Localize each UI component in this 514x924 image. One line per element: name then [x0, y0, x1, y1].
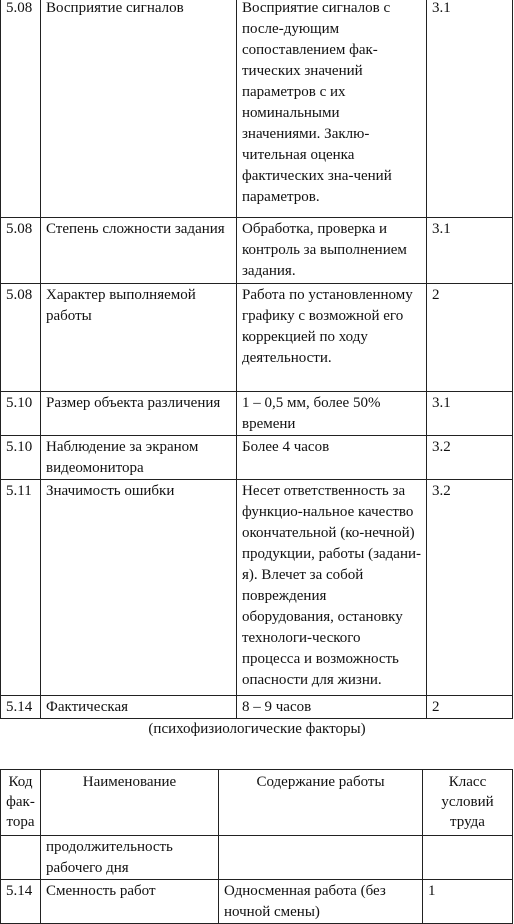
factor-name: Характер выполняемой работы	[41, 284, 237, 392]
factor-code: 5.08	[1, 284, 41, 392]
header-content: Содержание работы	[219, 770, 423, 836]
table-row	[1, 0, 513, 218]
factor-name: Фактическая	[41, 696, 237, 719]
work-content: Более 4 часов	[237, 436, 427, 480]
table-header-row	[1, 770, 513, 836]
factor-name: Наблюдение за экраном видеомонитора	[41, 436, 237, 480]
factor-code: 5.08	[1, 0, 41, 218]
table-caption: (психофизиологические факторы)	[148, 721, 366, 737]
factor-code: 5.10	[1, 436, 41, 480]
table-row	[1, 880, 513, 924]
factor-name: Степень сложности задания	[41, 218, 237, 284]
table-row	[1, 392, 513, 436]
work-content: Восприятие сигналов с после-дующим сопоставлением фак-тических значений параметров с их номинальными значениями. Заклю-чительная оценка фактических зна-чений параметров.	[237, 0, 427, 218]
factor-name: Размер объекта различения	[41, 392, 237, 436]
work-content: Обработка, проверка и контроль за выполнением задания.	[237, 218, 427, 284]
work-class	[423, 836, 513, 880]
work-class: 3.1	[427, 218, 513, 284]
work-class: 2	[427, 696, 513, 719]
factor-code: 5.14	[1, 696, 41, 719]
table-row	[1, 284, 513, 392]
header-code: Код фак-тора	[1, 770, 41, 836]
table-row	[1, 480, 513, 696]
work-content: Несет ответственность за функцио-нальное качество окончательной (ко-нечной) продукции, работы (задани-я). Влечет за собой повреждения оборудования, остановку технологи-ческого процесса и возможность опасности для жизни.	[237, 480, 427, 696]
factors-table	[0, 769, 513, 924]
table-row	[1, 696, 513, 719]
work-class: 3.1	[427, 0, 513, 218]
factor-code: 5.14	[1, 880, 41, 924]
factor-name: продолжительность рабочего дня	[41, 836, 219, 880]
work-class: 1	[423, 880, 513, 924]
work-content	[219, 836, 423, 880]
table-row	[1, 436, 513, 480]
work-class: 3.2	[427, 480, 513, 696]
work-class: 3.1	[427, 392, 513, 436]
table-row	[1, 836, 513, 880]
factor-code: 5.08	[1, 218, 41, 284]
table-row	[1, 218, 513, 284]
work-class: 3.2	[427, 436, 513, 480]
work-content: Односменная работа (без ночной смены)	[219, 880, 423, 924]
factor-name: Восприятие сигналов	[41, 0, 237, 218]
work-content: Работа по установленному графику с возможной его коррекцией по ходу деятельности.	[237, 284, 427, 392]
header-class: Класс условий труда	[423, 770, 513, 836]
work-content: 8 – 9 часов	[237, 696, 427, 719]
factor-name: Сменность работ	[41, 880, 219, 924]
factor-code: 5.10	[1, 392, 41, 436]
work-class: 2	[427, 284, 513, 392]
factor-name: Значимость ошибки	[41, 480, 237, 696]
factor-code	[1, 836, 41, 880]
header-name: Наименование	[41, 770, 219, 836]
work-content: 1 – 0,5 мм, более 50% времени	[237, 392, 427, 436]
factor-code: 5.11	[1, 480, 41, 696]
